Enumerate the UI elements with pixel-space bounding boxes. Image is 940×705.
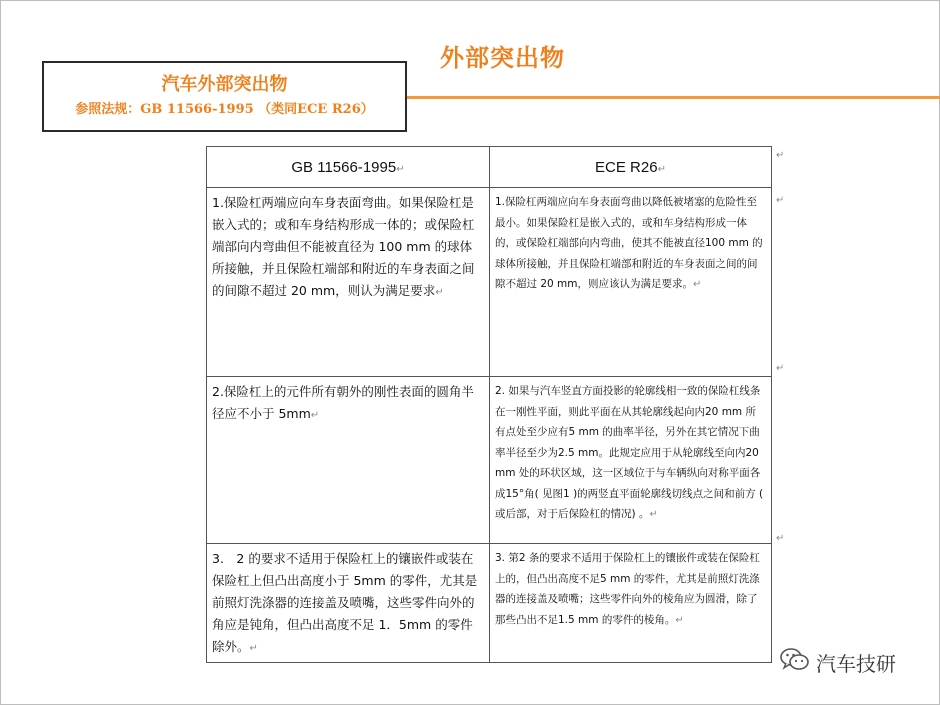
- row1-gb-cell: 1.保险杠两端应向车身表面弯曲。如果保险杠是嵌入式的；或和车身结构形成一体的；或保险杠端部向内弯曲但不能被直径为 100 mm 的球体所接触，并且保险杠端部和附近的车身表面之间的间隙不超过 20 mm，则认为满足要求↵: [207, 188, 490, 377]
- row3-ece-cell: 3. 第2 条的要求不适用于保险杠上的镶嵌件或装在保险杠上的，但凸出高度不足5 mm 的零件，尤其是前照灯洗涤器的连接盖及喷嘴；这些零件向外的棱角应为圆滑，除了那些凸出不足1.5 mm 的零件的棱角。↵: [490, 544, 772, 663]
- row1-ece-cell: 1.保险杠两端应向车身表面弯曲以降低被堵塞的危险性至最小。如果保险杠是嵌入式的，或和车身结构形成一体的，或保险杠端部向内弯曲，使其不能被直径100 mm 的球体所接触，并且保险杠端部和附近的车身表面之间的间隙不超过 20 mm，则应该认为满足要求。↵: [490, 188, 772, 377]
- comparison-table: [206, 146, 772, 663]
- subtitle-line2: 参照法规：GB 11566-1995 （类同ECE R26）: [75, 102, 374, 117]
- table-row: [207, 377, 772, 544]
- watermark: [780, 647, 896, 677]
- header-ece: ECE R26↵: [490, 147, 772, 188]
- subtitle-box: [42, 61, 407, 132]
- table-header-row: [207, 147, 772, 188]
- row2-gb-cell: 2.保险杠上的元件所有朝外的刚性表面的圆角半径应不小于 5mm↵: [207, 377, 490, 544]
- row2-ece-cell: 2. 如果与汽车竖直方面投影的轮廓线相一致的保险杠线条在一刚性平面，则此平面在从其轮廓线起向内20 mm 所有点处至少应有5 mm 的曲率半径，另外在其它情况下曲率半径至少为2.5 mm。此规定应用于从轮廓线至向内20 mm 处的环状区域，这一区域位于与车辆纵向对称平面各成15°角( 见图1 )的两竖直平面轮廓线切线点之间和前方 ( 或后部，对于后保险杠的情况) 。↵: [490, 377, 772, 544]
- page-title: 外部突出物: [440, 44, 565, 72]
- paragraph-mark: ↵: [776, 150, 785, 161]
- paragraph-mark: ↵: [776, 533, 785, 544]
- title-underline: [403, 96, 940, 99]
- watermark-text: 汽车技研: [816, 651, 896, 676]
- paragraph-mark: ↵: [776, 195, 785, 206]
- table-row: [207, 544, 772, 663]
- subtitle-line1: 汽车外部突出物: [161, 74, 288, 95]
- table-row: [207, 188, 772, 377]
- header-gb: GB 11566-1995↵: [207, 147, 490, 188]
- wechat-icon: [780, 647, 810, 677]
- row3-gb-cell: 3. 2 的要求不适用于保险杠上的镶嵌件或装在保险杠上但凸出高度小于 5mm 的零件，尤其是前照灯洗涤器的连接盖及喷嘴，这些零件向外的角应是钝角，但凸出高度不足 1．5mm 的零件除外。↵: [207, 544, 490, 663]
- paragraph-mark: ↵: [776, 363, 785, 374]
